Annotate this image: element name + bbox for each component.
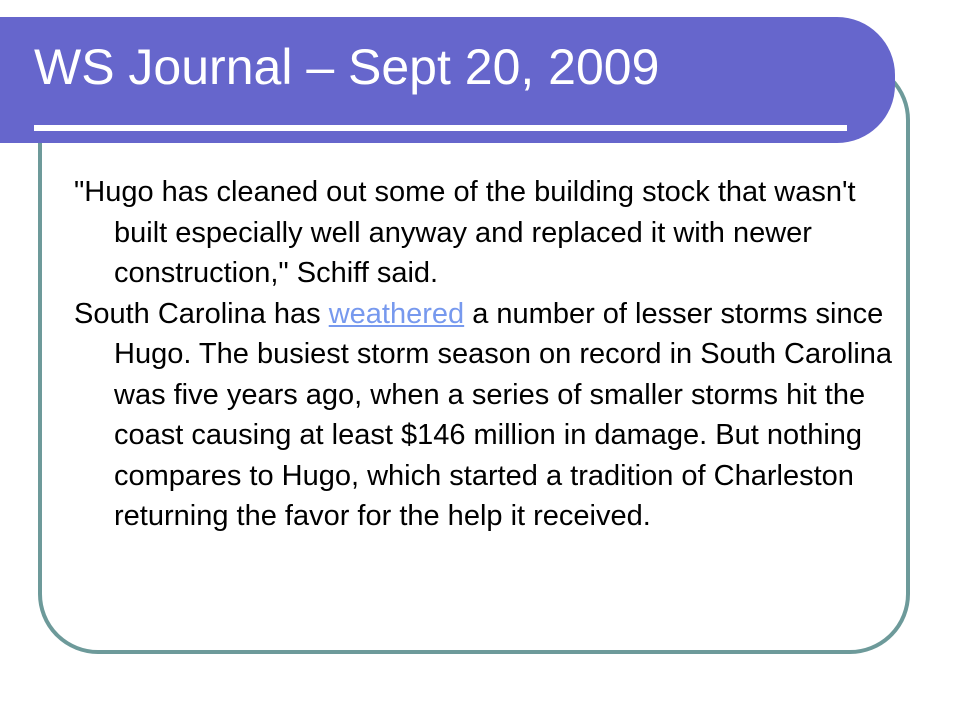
slide-title: WS Journal – Sept 20, 2009 <box>34 39 660 95</box>
slide-body <box>74 172 894 537</box>
title-underline <box>34 125 847 131</box>
paragraph-text-end: a number of lesser storms since Hugo. The busiest storm season on record in South Carolina was five years ago, when a series of smaller storms hit the coast causing at least $146 million in damage. But nothing compares to Hugo, which started a tradition of Charleston returning the favor for the help it received. <box>114 297 893 532</box>
weathered-link[interactable]: weathered <box>328 297 465 330</box>
storm-history-paragraph <box>74 294 894 537</box>
quote-paragraph: "Hugo has cleaned out some of the building stock that wasn't built especially well anyway and replaced it with newer construction," Schiff said. <box>74 176 856 289</box>
paragraph-text-start: South Carolina has <box>74 297 329 330</box>
